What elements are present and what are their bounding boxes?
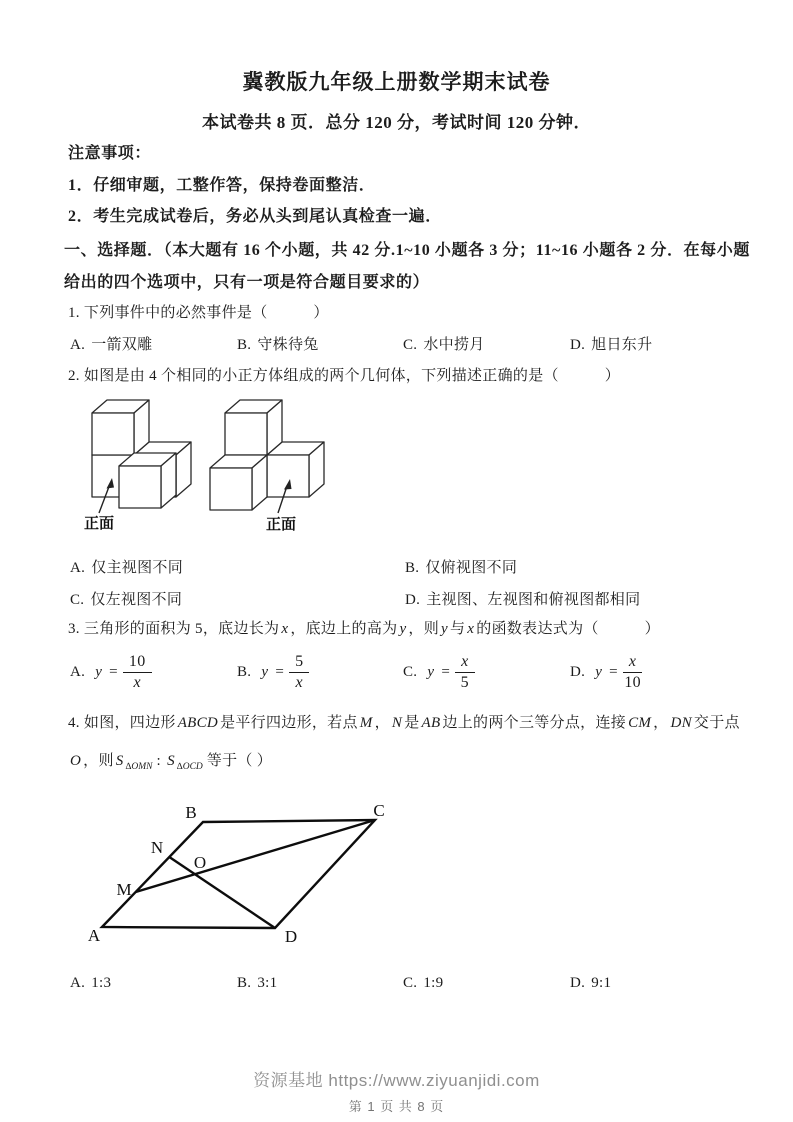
equals-sign: = <box>109 663 118 680</box>
vertex-label-B: B <box>185 803 197 822</box>
question-3-stem: 3. 三角形的面积为 5，底边长为 x ，底边上的高为 y ，则 y 与 x 的函数表达式为（ ） <box>68 621 660 637</box>
option-label: C. <box>70 592 85 608</box>
denominator: 10 <box>624 673 641 691</box>
figure-q2-cube-solids <box>75 395 335 537</box>
numerator: x <box>623 652 642 673</box>
fraction <box>289 652 309 693</box>
option-1c <box>403 333 485 354</box>
option-3d <box>570 646 642 698</box>
numerator: 5 <box>289 652 309 673</box>
notice-item-2: 2．考生完成试卷后，务必从头到尾认真检查一遍． <box>68 208 442 225</box>
option-label: A. <box>70 663 86 680</box>
figure-q4-parallelogram <box>85 795 395 963</box>
option-text: 1:9 <box>423 975 444 991</box>
denominator: 5 <box>460 673 469 691</box>
variable: y <box>261 663 269 680</box>
option-text: 3:1 <box>257 975 278 991</box>
question-3-options <box>0 646 793 700</box>
fraction <box>455 652 474 693</box>
notice-item-1: 1．仔细审题，工整作答，保持卷面整洁． <box>68 177 376 194</box>
option-2d <box>405 588 640 609</box>
cube-solid-left <box>84 400 191 532</box>
option-2b <box>405 556 517 577</box>
option-1b <box>237 333 319 354</box>
fraction <box>123 652 152 693</box>
option-text: 水中捞月 <box>423 337 485 353</box>
variable: y <box>427 663 435 680</box>
option-2c <box>70 588 182 609</box>
option-label: D. <box>405 592 421 608</box>
option-text: 主视图、左视图和俯视图都相同 <box>426 592 641 608</box>
variable: y <box>95 663 103 680</box>
denominator: x <box>133 673 141 691</box>
option-label: B. <box>405 560 420 576</box>
page-title: 冀教版九年级上册数学期末试卷 <box>242 70 551 94</box>
option-label: C. <box>403 975 418 991</box>
option-label: A. <box>70 337 86 353</box>
section-heading-line2: 给出的四个选项中，只有一项是符合题目要求的） <box>64 274 430 291</box>
option-label: D. <box>570 337 586 353</box>
option-text: 一箭双雕 <box>91 337 153 353</box>
option-label: C. <box>403 663 418 680</box>
option-3c <box>403 646 475 698</box>
point-label-N: N <box>150 838 164 857</box>
option-text: 9:1 <box>591 975 612 991</box>
option-text: 旭日东升 <box>591 337 653 353</box>
question-2-options-row1 <box>0 556 793 578</box>
option-3b <box>237 646 309 698</box>
variable: y <box>595 663 603 680</box>
equals-sign: = <box>609 663 618 680</box>
vertex-label-D: D <box>284 927 298 946</box>
option-text: 仅左视图不同 <box>90 592 183 608</box>
option-4d <box>570 975 611 992</box>
parallelogram-outline <box>102 820 375 928</box>
vertex-label-C: C <box>373 801 385 820</box>
option-label: A. <box>70 975 86 991</box>
option-4c <box>403 975 443 992</box>
option-text: 1:3 <box>91 975 112 991</box>
footer-site-watermark: 资源基地 https://www.ziyuanjidi.com <box>253 1071 540 1090</box>
option-4a <box>70 975 111 992</box>
option-label: B. <box>237 337 252 353</box>
fraction <box>623 652 642 693</box>
option-label: C. <box>403 337 418 353</box>
option-text: 仅俯视图不同 <box>425 560 518 576</box>
option-label: B. <box>237 663 252 680</box>
option-3a <box>70 646 152 698</box>
question-4-options <box>0 975 793 997</box>
option-1d <box>570 333 652 354</box>
point-label-M: M <box>116 880 132 899</box>
option-label: B. <box>237 975 252 991</box>
vertex-label-A: A <box>87 926 101 945</box>
notice-heading: 注意事项： <box>68 145 152 162</box>
segment-DN <box>169 857 275 928</box>
point-label-O: O <box>193 853 207 872</box>
exam-subtitle: 本试卷共 8 页．总分 120 分，考试时间 120 分钟． <box>202 113 591 132</box>
page-indicator: 第 1 页 共 8 页 <box>348 1099 445 1114</box>
numerator: x <box>455 652 474 673</box>
option-1a <box>70 333 152 354</box>
denominator: x <box>295 673 303 691</box>
question-4-stem-line1: 4. 如图，四边形 ABCD 是平行四边形，若点 M ， N 是 AB 边上的两个三等分点，连接 CM ， DN 交于点 <box>68 715 740 731</box>
front-face-label: 正面 <box>84 515 115 532</box>
question-2-options-row2 <box>0 588 793 610</box>
question-4-stem-line2: O ，则 S $_{\Delta OMN}$ : S $_{\Delta OCD}$ 等于（ ） <box>70 753 273 772</box>
numerator: 10 <box>123 652 152 673</box>
option-text: 守株待兔 <box>257 337 319 353</box>
option-2a <box>70 556 183 577</box>
section-heading-line1: 一、选择题．（本大题有 16 个小题，共 42 分.1~10 小题各 3 分；11~16 小题各 2 分．在每小题 <box>64 242 750 259</box>
equals-sign: = <box>441 663 451 680</box>
equals-sign: = <box>275 663 285 680</box>
front-face-label: 正面 <box>266 516 297 533</box>
question-1-options <box>0 333 793 355</box>
cube-solid-right <box>210 400 324 533</box>
question-2-stem: 2. 如图是由 4 个相同的小正方体组成的两个几何体，下列描述正确的是（ ） <box>68 368 621 384</box>
option-label: D. <box>570 975 586 991</box>
question-1-stem: 1. 下列事件中的必然事件是（ ） <box>68 305 329 321</box>
option-label: A. <box>70 560 86 576</box>
option-4b <box>237 975 277 992</box>
option-label: D. <box>570 663 586 680</box>
option-text: 仅主视图不同 <box>91 560 183 576</box>
